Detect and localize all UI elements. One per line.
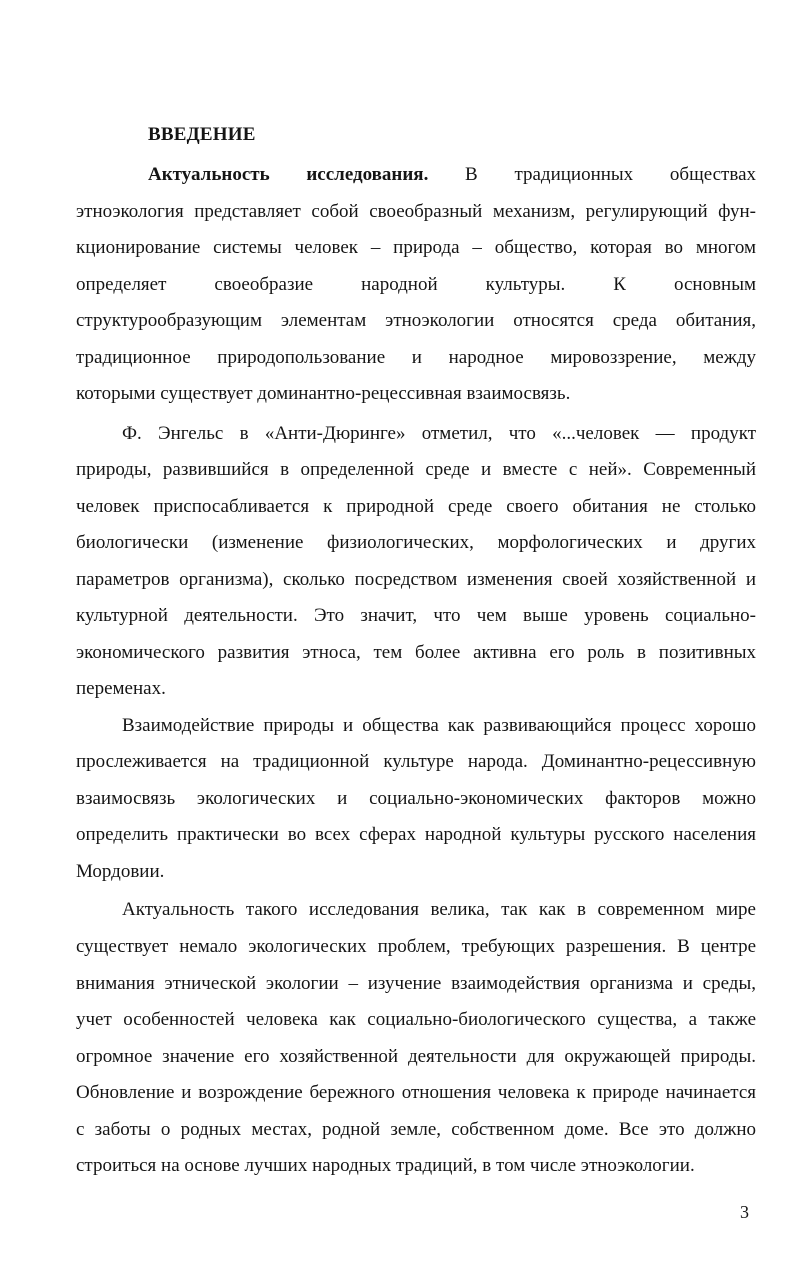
paragraph-4-line: огромное значение его хозяйственной деятельности для окружающей природы. <box>76 1046 756 1067</box>
paragraph-1-line: традиционное природопользование и народное мировоззрение, между <box>76 347 756 368</box>
paragraph-2-line: переменах. <box>76 678 166 699</box>
paragraph-2-line: параметров организма), сколько посредством изменения своей хозяйственной и <box>76 569 756 590</box>
paragraph-1-lead-rest: В традиционных обществах <box>428 164 756 185</box>
paragraph-1-lead: Актуальность исследования. <box>148 164 429 185</box>
paragraph-4-line: внимания этнической экологии – изучение взаимодействия организма и среды, <box>76 973 756 994</box>
paragraph-4-line: строиться на основе лучших народных традиций, в том числе этноэкологии. <box>76 1155 695 1176</box>
paragraph-2-line: человек приспосабливается к природной среде своего обитания не столько <box>76 496 756 517</box>
paragraph-1-line: определяет своеобразие народной культуры. К основным <box>76 274 756 295</box>
paragraph-3-line: Мордовии. <box>76 861 165 882</box>
paragraph-2-line: экономического развития этноса, тем более активна его роль в позитивных <box>76 642 756 663</box>
paragraph-1-line: этноэкология представляет собой своеобразный механизм, регулирующий фун- <box>76 201 756 222</box>
paragraph-2-line: Ф. Энгельс в «Анти-Дюринге» отметил, что «...человек — продукт <box>122 423 756 444</box>
paragraph-1-line: структурообразующим элементам этноэкологии относятся среда обитания, <box>76 310 756 331</box>
paragraph-4-line: Обновление и возрождение бережного отношения человека к природе начинается <box>76 1082 756 1103</box>
section-heading: ВВЕДЕНИЕ <box>148 124 256 145</box>
paragraph-1-line: кционирование системы человек – природа – общество, которая во многом <box>76 237 756 258</box>
paragraph-3-line: прослеживается на традиционной культуре народа. Доминантно-рецессивную <box>76 751 756 772</box>
paragraph-4-line: учет особенностей человека как социально-биологического существа, а также <box>76 1009 756 1030</box>
paragraph-3-line: взаимосвязь экологических и социально-экономических факторов можно <box>76 788 756 809</box>
paragraph-2-line: биологически (изменение физиологических, морфологических и других <box>76 532 756 553</box>
page-number: 3 <box>740 1202 749 1222</box>
paragraph-2-line: природы, развившийся в определенной среде и вместе с ней». Современный <box>76 459 756 480</box>
paragraph-1-line: которыми существует доминантно-рецессивная взаимосвязь. <box>76 383 571 404</box>
paragraph-4-line: с заботы о родных местах, родной земле, собственном доме. Все это должно <box>76 1119 756 1140</box>
paragraph-4-line: существует немало экологических проблем, требующих разрешения. В центре <box>76 936 756 957</box>
paragraph-2-line: культурной деятельности. Это значит, что чем выше уровень социально- <box>76 605 756 626</box>
paragraph-3-line: Взаимодействие природы и общества как развивающийся процесс хорошо <box>122 715 756 736</box>
paragraph-3-line: определить практически во всех сферах народной культуры русского населения <box>76 824 756 845</box>
paragraph-1-line-1 <box>148 162 756 188</box>
paragraph-4-line: Актуальность такого исследования велика, так как в современном мире <box>122 899 756 920</box>
